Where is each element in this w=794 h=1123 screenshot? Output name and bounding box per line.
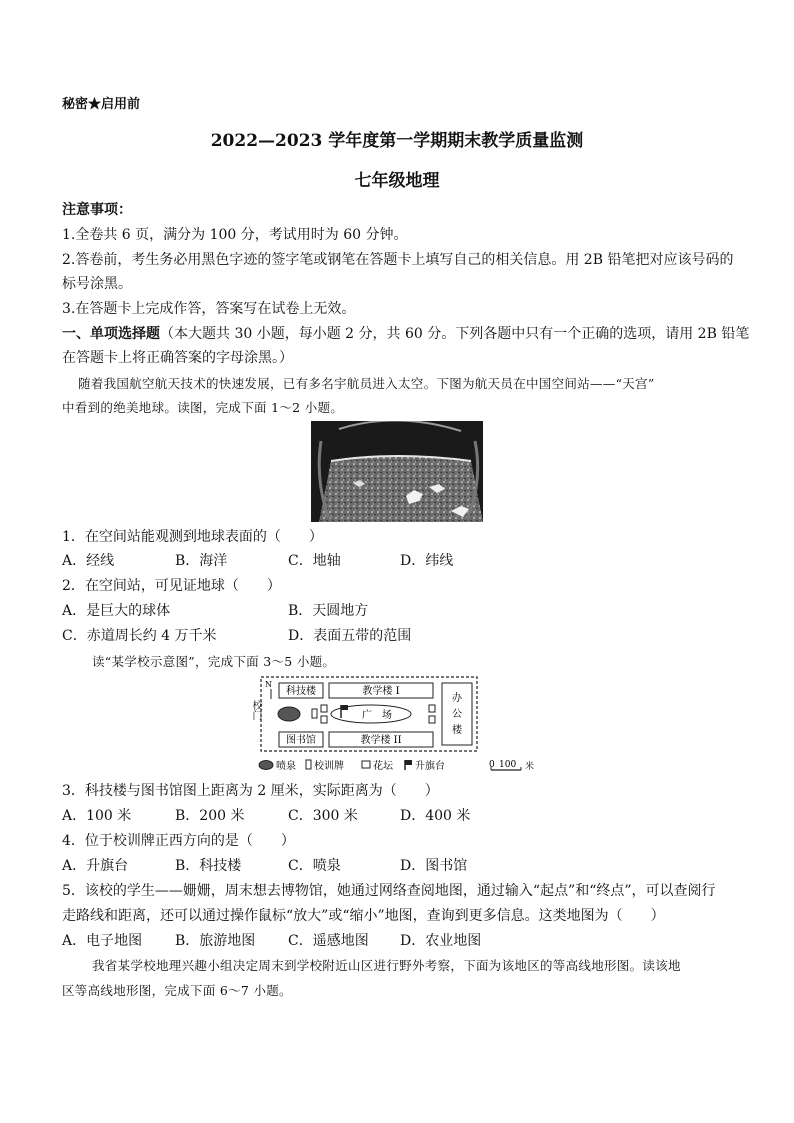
option[interactable]: D．图书馆 [400, 858, 468, 874]
svg-text:办: 办 [452, 693, 462, 704]
library-label: 图书馆 [286, 735, 316, 746]
option[interactable]: B．200 米 [175, 808, 245, 824]
notice-item: 1.全卷共 6 页，满分为 100 分，考试用时为 60 分钟。 [62, 227, 408, 243]
option[interactable]: D．表面五带的范围 [288, 628, 412, 644]
legend-fountain: 喷泉 [276, 761, 296, 772]
option[interactable]: D．400 米 [400, 808, 471, 824]
science-building-label: 科技楼 [286, 686, 316, 697]
section-heading [62, 327, 749, 341]
option[interactable]: D．纬线 [400, 553, 454, 569]
intro-text: 随着我国航空航天技术的快速发展，已有多名宇航员进入太空。下图为航天员在中国空间站——“天宫” [78, 376, 655, 391]
notice-item: 2.答卷前，考生务必用黑色字迹的签字笔或钢笔在答题卡上填写自己的相关信息。用 2B 铅笔把对应该号码的 [62, 252, 734, 268]
scale-value: 100 [499, 760, 517, 770]
option[interactable]: B．科技楼 [175, 858, 242, 874]
teaching-building-2-label: 教学楼 II [360, 735, 402, 746]
teaching-building-1-label: 教学楼 I [362, 686, 400, 697]
intro-text: 我省某学校地理兴趣小组决定周末到学校附近山区进行野外考察，下面为该地区的等高线地形图。读该地 [92, 958, 681, 973]
school-gate-label [249, 700, 259, 724]
question-stem: 4．位于校训牌正西方向的是（ ） [62, 833, 295, 849]
map-legend [257, 757, 547, 773]
option[interactable]: A．升旗台 [62, 858, 129, 874]
intro-text: 读“某学校示意图”，完成下面 3～5 小题。 [92, 654, 336, 669]
north-label: N [265, 680, 272, 689]
intro-text: 中看到的绝美地球。读图，完成下面 1～2 小题。 [62, 400, 344, 415]
secret-mark: 秘密★启用前 [62, 97, 141, 112]
section-desc-cont: 在答题卡上将正确答案的字母涂黑。） [62, 350, 293, 366]
option[interactable]: A．是巨大的球体 [62, 603, 171, 619]
exam-subtitle: 七年级地理 [354, 171, 440, 191]
earth-from-space-photo [311, 421, 483, 522]
question-stem: 1．在空间站能观测到地球表面的（ ） [62, 529, 323, 545]
section-desc: （本大题共 30 小题，每小题 2 分，共 60 分。下列各题中只有一个正确的选项，请用 2B 铅笔 [160, 326, 750, 342]
option[interactable]: A．100 米 [62, 808, 132, 824]
notice-heading: 注意事项： [62, 202, 132, 218]
question-stem: 5．该校的学生——姗姗，周末想去博物馆，她通过网络查阅地图，通过输入“起点”和“终点”，可以查阅行 [62, 883, 716, 899]
option[interactable]: C．300 米 [288, 808, 358, 824]
option[interactable]: C．地轴 [288, 553, 341, 569]
svg-text:公: 公 [452, 709, 462, 720]
option[interactable]: A．电子地图 [62, 933, 143, 949]
option[interactable]: A．经线 [62, 553, 115, 569]
scale-unit: 米 [525, 762, 535, 772]
option[interactable]: C．遥感地图 [288, 933, 369, 949]
option[interactable]: C．喷泉 [288, 858, 341, 874]
exam-title: 2022—2023 学年度第一学期期末教学质量监测 [210, 131, 584, 151]
svg-text:楼: 楼 [452, 725, 462, 736]
notice-item: 标号涂黑。 [62, 276, 132, 292]
scale-zero: 0 [489, 760, 495, 770]
school-map [259, 675, 479, 753]
question-stem: 3．科技楼与图书馆图上距离为 2 厘米，实际距离为（ ） [62, 783, 439, 799]
legend-motto: 校训牌 [314, 761, 344, 772]
option[interactable]: D．农业地图 [400, 933, 482, 949]
question-stem: 2．在空间站，可见证地球（ ） [62, 578, 281, 594]
legend-flowerbed: 花坛 [373, 761, 393, 772]
gate-text: 校门 [250, 700, 261, 720]
question-stem-cont: 走路线和距离，还可以通过操作鼠标“放大”或“缩小”地图，查询到更多信息。这类地图为（ ） [62, 908, 665, 924]
notice-item: 3.在答题卡上完成作答，答案写在试卷上无效。 [62, 301, 356, 317]
option[interactable]: B．天圆地方 [288, 603, 369, 619]
section-title: 一、单项选择题 [62, 326, 160, 342]
square-label: 广 场 [362, 710, 392, 721]
option[interactable]: C．赤道周长约 4 万千米 [62, 628, 217, 644]
legend-flag: 升旗台 [415, 761, 445, 772]
option[interactable]: B．海洋 [175, 553, 228, 569]
intro-text: 区等高线地形图，完成下面 6～7 小题。 [62, 983, 292, 998]
option[interactable]: B．旅游地图 [175, 933, 256, 949]
